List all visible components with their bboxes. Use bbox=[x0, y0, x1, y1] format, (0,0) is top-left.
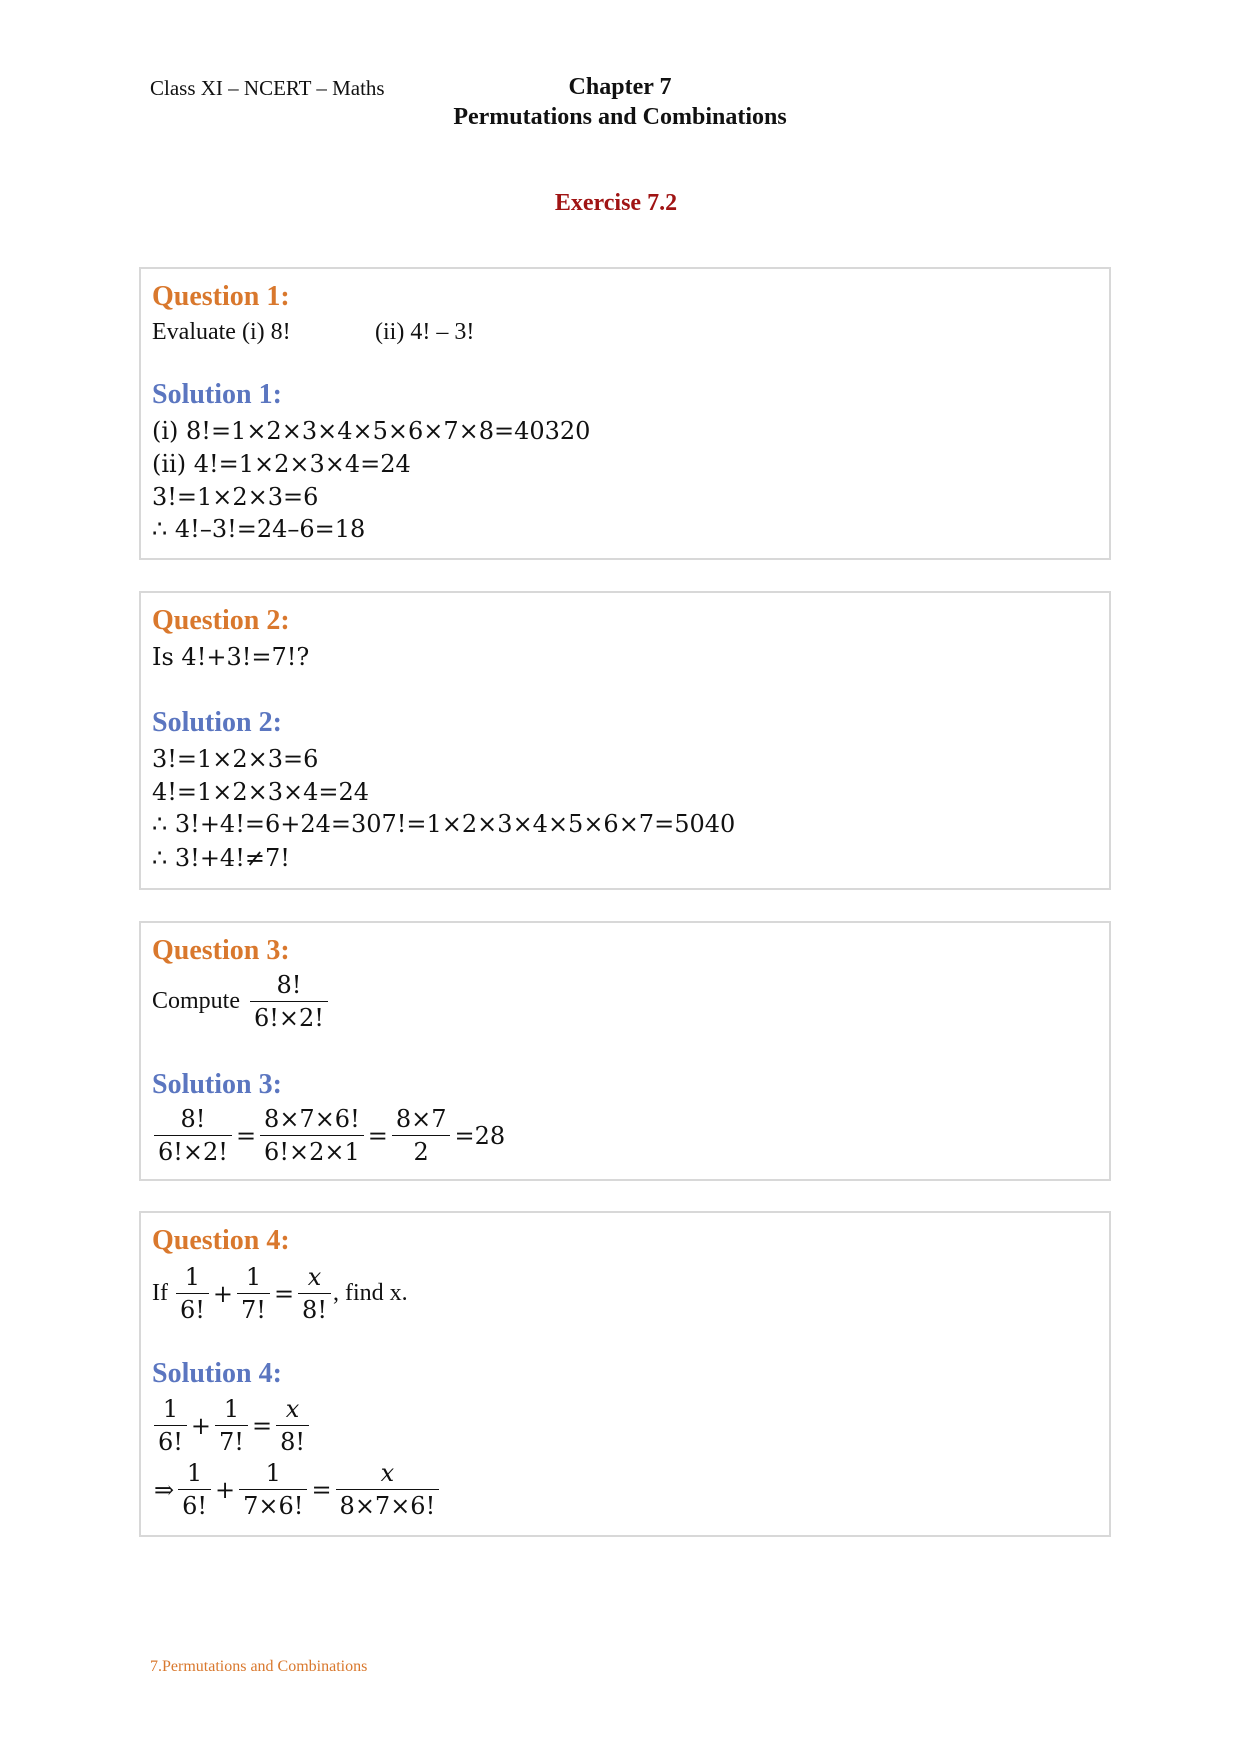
denominator: 8! bbox=[298, 1293, 331, 1326]
question-box-1 bbox=[139, 267, 1111, 560]
denominator: 6! bbox=[154, 1425, 187, 1458]
fraction bbox=[176, 1261, 209, 1326]
plus-sign: + bbox=[215, 1475, 236, 1504]
numerator: 1 bbox=[186, 1459, 203, 1487]
if-label: If bbox=[152, 1280, 168, 1306]
fraction bbox=[215, 1393, 248, 1458]
chapter-number: Chapter 7 bbox=[568, 74, 672, 100]
fraction bbox=[260, 1103, 364, 1168]
numerator: 1 bbox=[265, 1459, 281, 1487]
fraction bbox=[239, 1457, 307, 1522]
exercise-title bbox=[0, 190, 1232, 217]
numerator: 1 bbox=[162, 1395, 179, 1423]
fraction bbox=[276, 1393, 309, 1458]
header-left: Class XI – NCERT – Maths bbox=[150, 76, 385, 100]
chapter-header bbox=[448, 72, 792, 132]
denominator: 7×6! bbox=[239, 1489, 307, 1522]
question-part-i: Evaluate (i) 8! bbox=[152, 319, 291, 345]
compute-label: Compute bbox=[152, 988, 240, 1014]
fraction bbox=[154, 1393, 187, 1458]
denominator: 8! bbox=[276, 1425, 309, 1458]
fraction bbox=[154, 1103, 232, 1168]
solution-line: ∴ 4!–3!=24–6=18 bbox=[152, 515, 366, 543]
equals-sign: = bbox=[311, 1475, 332, 1504]
solution-line: (ii) 4!=1×2×3×4=24 bbox=[152, 450, 411, 478]
chapter-title: Permutations and Combinations bbox=[453, 104, 787, 130]
solution-title: Solution 3: bbox=[152, 1069, 282, 1100]
solution-title: Solution 1: bbox=[152, 379, 282, 410]
question-box-3 bbox=[139, 921, 1111, 1181]
question-title: Question 4: bbox=[152, 1225, 290, 1256]
fraction bbox=[392, 1103, 451, 1168]
solution-line: 3!=1×2×3=6 bbox=[152, 483, 319, 511]
plus-sign: + bbox=[190, 1411, 212, 1440]
solution-equation bbox=[152, 1103, 507, 1168]
numerator: 8×7×6! bbox=[264, 1105, 360, 1133]
solution-title: Solution 2: bbox=[152, 707, 282, 738]
denominator: 6!×2! bbox=[154, 1135, 232, 1168]
numerator: x bbox=[285, 1395, 300, 1423]
numerator: 1 bbox=[245, 1263, 262, 1291]
page-footer: 7.Permutations and Combinations bbox=[150, 1658, 368, 1675]
exercise-label: Exercise 7.2 bbox=[554, 190, 678, 216]
equals-sign: = bbox=[251, 1411, 273, 1440]
fraction bbox=[336, 1457, 440, 1522]
denominator: 7! bbox=[237, 1293, 270, 1326]
fraction bbox=[298, 1261, 331, 1326]
solution-line: ∴ 3!+4!≠7! bbox=[152, 844, 290, 872]
implies-arrow: ⇒ bbox=[154, 1475, 175, 1504]
solution-line: 3!=1×2×3=6 bbox=[152, 745, 319, 773]
solution-equation bbox=[152, 1457, 441, 1522]
numerator: 1 bbox=[184, 1263, 201, 1291]
denominator: 7! bbox=[215, 1425, 248, 1458]
solution-title: Solution 4: bbox=[152, 1358, 282, 1389]
fraction bbox=[237, 1261, 270, 1326]
numerator: 8! bbox=[180, 1105, 206, 1133]
fraction bbox=[178, 1457, 211, 1522]
denominator: 6! bbox=[176, 1293, 209, 1326]
question-title: Question 1: bbox=[152, 281, 290, 312]
denominator: 6! bbox=[178, 1489, 211, 1522]
solution-line: (i) 8!=1×2×3×4×5×6×7×8=40320 bbox=[152, 417, 591, 445]
denominator: 8×7×6! bbox=[336, 1489, 440, 1522]
question-part-ii: (ii) 4! – 3! bbox=[375, 319, 475, 345]
question-text bbox=[152, 1261, 408, 1326]
question-box-2 bbox=[139, 591, 1111, 890]
numerator: x bbox=[307, 1263, 322, 1291]
denominator: 2 bbox=[392, 1135, 451, 1168]
numerator: 8×7 bbox=[395, 1105, 447, 1133]
question-title: Question 2: bbox=[152, 605, 290, 636]
question-text: Is 4!+3!=7!? bbox=[152, 643, 310, 671]
plus-sign: + bbox=[212, 1279, 234, 1308]
denominator: 6!×2! bbox=[250, 1001, 328, 1034]
numerator: 8! bbox=[276, 971, 302, 999]
equals-sign: = bbox=[235, 1121, 257, 1150]
solution-equation bbox=[152, 1393, 311, 1458]
question-text bbox=[152, 969, 330, 1034]
numerator: x bbox=[380, 1459, 395, 1487]
question-box-4 bbox=[139, 1211, 1111, 1537]
denominator: 6!×2×1 bbox=[260, 1135, 364, 1168]
equals-sign: = bbox=[273, 1279, 295, 1308]
numerator: 1 bbox=[223, 1395, 240, 1423]
find-label: , find x. bbox=[332, 1280, 408, 1306]
equals-sign: = bbox=[367, 1121, 388, 1150]
question-title: Question 3: bbox=[152, 935, 290, 966]
question-text bbox=[152, 319, 475, 346]
solution-line: ∴ 3!+4!=6+24=307!=1×2×3×4×5×6×7=5040 bbox=[152, 810, 736, 838]
fraction bbox=[250, 969, 328, 1034]
result: =28 bbox=[454, 1121, 506, 1150]
solution-line: 4!=1×2×3×4=24 bbox=[152, 778, 370, 806]
